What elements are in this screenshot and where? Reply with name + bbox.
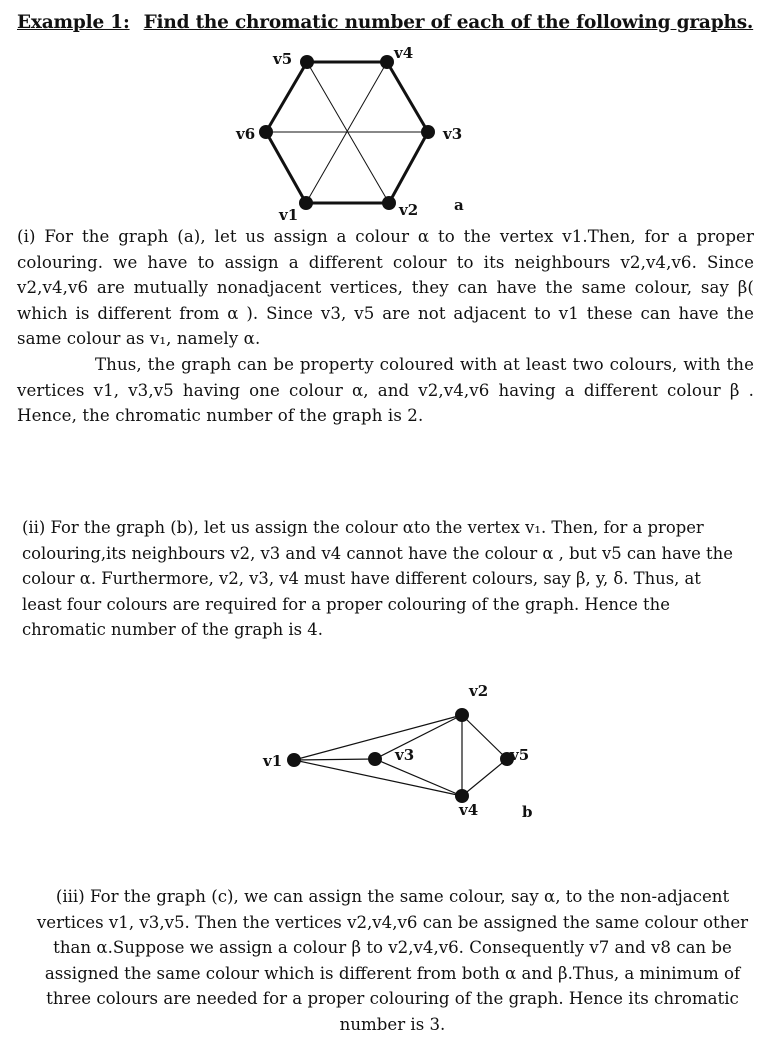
- label-v3: v3: [395, 746, 415, 764]
- graph-a-name: a: [454, 196, 464, 214]
- edge-v3-v4: [375, 759, 462, 796]
- edge-v5-v6: [266, 62, 307, 132]
- paragraph-graph-c: (iii) For the graph (c), we can assign the same colour, say α, to the non-adjacent vertices v1, v3,v5. Then the vertices v2,v4,v6 can be assigned the same colour other than α.Suppose we assign a colour β to v2,v4,v6. Consequently v7 and v8 can be assigned the same colour which is different from both α and β.Thus, a minimum of three colours are needed for a proper colouring of the graph. Hence its chromatic number is 3.: [36, 887, 749, 1034]
- paragraph-graph-a: [17, 224, 754, 429]
- vertex-v2: [382, 196, 396, 210]
- graph-b: [0, 670, 768, 830]
- vertex-v6: [259, 125, 273, 139]
- vertex-v3: [421, 125, 435, 139]
- vertex-v1: [299, 196, 313, 210]
- paragraph-graph-a-part1: (i) For the graph (a), let us assign a colour α to the vertex v1.Then, for a proper colouring. we have to assign a different colour to its neighbours v2,v4,v6. Since v2,v4,v6 are mutually nonadjacent vertices, they can have the same colour, say β( which is different from α ). Since v3, v5 are not adjacent to v1 these can have the same colour as v₁, namely α.: [17, 227, 754, 349]
- label-v1: v1: [279, 206, 299, 224]
- vertex-v1: [287, 753, 301, 767]
- paragraph-graph-b: (ii) For the graph (b), let us assign the colour αto the vertex v₁. Then, for a proper colouring,its neighbours v2, v3 and v4 cannot have the colour α , but v5 can have the colour α. Furthermore, v2, v3, v4 must have different colours, say β, y, δ. Thus, at least four colours are required for a proper colouring of the graph. Hence the chromatic number of the graph is 4.: [22, 518, 733, 639]
- graph-b-name: b: [522, 803, 533, 821]
- label-v5: v5: [510, 746, 530, 764]
- edge-v3-v4: [387, 62, 428, 132]
- edge-v4-v5: [462, 759, 507, 796]
- vertex-v5: [300, 55, 314, 69]
- edge-v2-v3: [389, 132, 428, 203]
- label-v2: v2: [469, 682, 489, 700]
- label-v1: v1: [263, 752, 283, 770]
- paragraph-graph-a-part2: Thus, the graph can be property coloured with at least two colours, with the vertices v1, v3,v5 having one colour α, and v2,v4,v6 having a different colour β . Hence, the chromatic number of the graph is 2.: [17, 354, 754, 426]
- edge-v1-v3: [294, 759, 375, 760]
- vertex-v4: [380, 55, 394, 69]
- label-v2: v2: [399, 201, 419, 219]
- label-v6: v6: [236, 125, 256, 143]
- graph-a: [0, 0, 768, 230]
- label-v4: v4: [459, 801, 479, 819]
- label-v5: v5: [273, 50, 293, 68]
- edge-v3-v2: [375, 715, 462, 759]
- edge-v2-v5: [462, 715, 507, 759]
- example-label: Example 1:: [17, 12, 130, 33]
- label-v3: v3: [443, 125, 463, 143]
- label-v4: v4: [394, 44, 414, 62]
- vertex-v2: [455, 708, 469, 722]
- vertex-v3: [368, 752, 382, 766]
- edge-v1-v4: [294, 760, 462, 796]
- edge-v6-v1: [266, 132, 306, 203]
- example-title: Find the chromatic number of each of the following graphs.: [143, 12, 754, 33]
